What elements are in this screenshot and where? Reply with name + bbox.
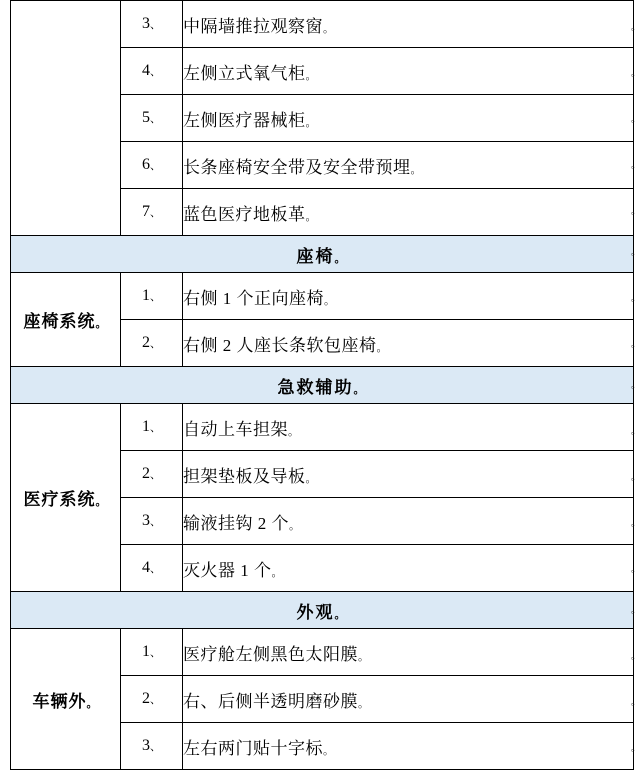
- row-index: 2、: [121, 676, 183, 723]
- row-description: 右、后侧半透明磨砂膜。: [183, 676, 634, 723]
- row-description: 自动上车担架。: [183, 404, 634, 451]
- section-header: 外观。: [11, 592, 634, 629]
- row-description: 输液挂钩 2 个。: [183, 498, 634, 545]
- row-description: 右侧 1 个正向座椅。: [183, 273, 634, 320]
- category-cell-vehicle-exterior: 车辆外。: [11, 629, 121, 770]
- row-description: 右侧 2 人座长条软包座椅。: [183, 320, 634, 367]
- row-index: 1、: [121, 629, 183, 676]
- row-index: 1、: [121, 404, 183, 451]
- row-index: 3、: [121, 1, 183, 48]
- margin-mark: 。: [631, 697, 641, 708]
- category-cell-continued: [11, 1, 121, 236]
- category-cell-seat-system: 座椅系统。: [11, 273, 121, 367]
- row-description: 担架垫板及导板。: [183, 451, 634, 498]
- margin-mark: 。: [631, 114, 641, 125]
- margin-mark: 。: [631, 472, 641, 483]
- margin-mark: 。: [631, 426, 641, 437]
- section-row-seat: [11, 236, 634, 273]
- row-description: 左右两门贴十字标。: [183, 723, 634, 770]
- row-index: 6、: [121, 142, 183, 189]
- row-description: 灭火器 1 个。: [183, 545, 634, 592]
- section-header: 座椅。: [11, 236, 634, 273]
- row-index: 1、: [121, 273, 183, 320]
- margin-mark: 。: [631, 160, 641, 171]
- margin-mark: 。: [631, 605, 641, 616]
- table-row: [11, 404, 634, 451]
- table-row: [11, 629, 634, 676]
- row-description: 医疗舱左侧黑色太阳膜。: [183, 629, 634, 676]
- row-description: 左侧立式氧气柜。: [183, 48, 634, 95]
- margin-mark: 。: [631, 247, 641, 258]
- table-row: [11, 273, 634, 320]
- row-index: 3、: [121, 723, 183, 770]
- row-index: 2、: [121, 320, 183, 367]
- row-index: 4、: [121, 48, 183, 95]
- section-row-appearance: [11, 592, 634, 629]
- margin-mark: 。: [631, 22, 641, 33]
- row-index: 4、: [121, 545, 183, 592]
- margin-mark: 。: [631, 518, 641, 529]
- margin-mark: 。: [631, 68, 641, 79]
- row-index: 2、: [121, 451, 183, 498]
- margin-mark: 。: [631, 743, 641, 754]
- row-description: 左侧医疗器械柜。: [183, 95, 634, 142]
- row-index: 7、: [121, 189, 183, 236]
- category-cell-medical-system: 医疗系统。: [11, 404, 121, 592]
- row-description: 中隔墙推拉观察窗。: [183, 1, 634, 48]
- specification-table: [10, 0, 634, 770]
- margin-mark: 。: [631, 206, 641, 217]
- margin-mark: 。: [631, 564, 641, 575]
- margin-mark: 。: [631, 339, 641, 350]
- section-header: 急救辅助。: [11, 367, 634, 404]
- section-row-first-aid: [11, 367, 634, 404]
- row-description: 蓝色医疗地板革。: [183, 189, 634, 236]
- margin-mark: 。: [631, 651, 641, 662]
- table-row: [11, 1, 634, 48]
- row-description: 长条座椅安全带及安全带预埋。: [183, 142, 634, 189]
- margin-mark: 。: [631, 380, 641, 391]
- margin-mark: 。: [631, 293, 641, 304]
- row-index: 3、: [121, 498, 183, 545]
- row-index: 5、: [121, 95, 183, 142]
